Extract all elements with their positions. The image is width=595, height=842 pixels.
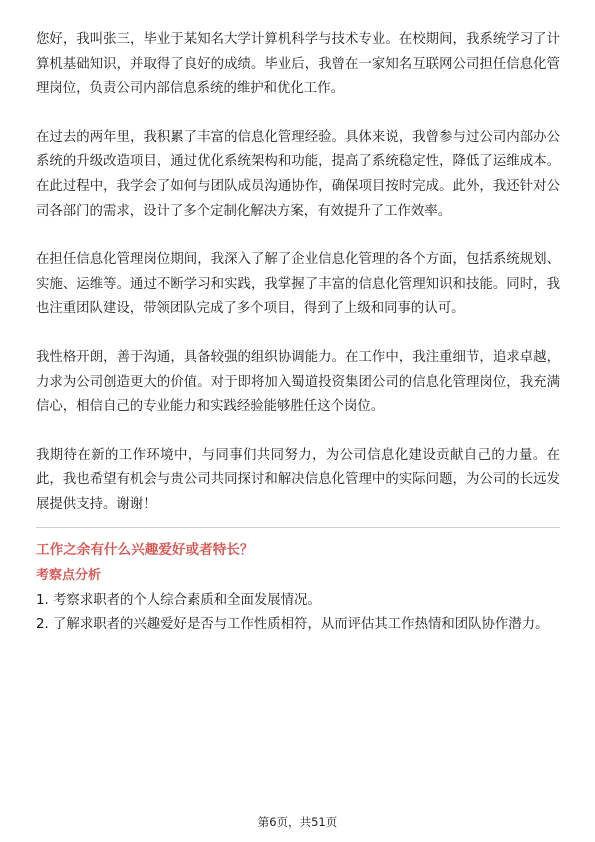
analysis-item: 2. 了解求职者的兴趣爱好是否与工作性质相符，从而评估其工作热情和团队协作潜力。 bbox=[36, 617, 549, 633]
analysis-heading: 考察点分析 bbox=[36, 567, 102, 583]
analysis-item: 1. 考察求职者的个人综合素质和全面发展情况。 bbox=[36, 592, 321, 608]
paragraph-gap bbox=[36, 420, 560, 444]
paragraph-gap bbox=[36, 322, 560, 346]
page-number-footer: 第6页，共51页 bbox=[257, 815, 338, 829]
paragraph-closing: 我期待在新的工作环境中，与同事们共同努力，为公司信息化建设贡献自己的力量。在此，我也希望有机会与贵公司共同探讨和解决信息化管理中的实际问题，为公司的长远发展提供支持。谢谢！ bbox=[36, 447, 560, 512]
paragraph-intro: 您好，我叫张三，毕业于某知名大学计算机科学与技术专业。在校期间，我系统学习了计算机基础知识，并取得了良好的成绩。毕业后，我曾在一家知名互联网公司担任信息化管理岗位，负责公司内部信息系统的维护和优化工作。 bbox=[36, 32, 560, 97]
paragraph-personality: 我性格开朗，善于沟通，具备较强的组织协调能力。在工作中，我注重细节，追求卓越，力求为公司创造更大的价值。对于即将加入蜀道投资集团公司的信息化管理岗位，我充满信心，相信自己的专业能力和实践经验能够胜任这个岗位。 bbox=[36, 349, 560, 415]
paragraph-role: 在担任信息化管理岗位期间，我深入了解了企业信息化管理的各个方面，包括系统规划、实施、运维等。通过不断学习和实践，我掌握了丰富的信息化管理知识和技能。同时，我也注重团队建设，带领团队完成了多个项目，得到了上级和同事的认可。 bbox=[36, 252, 560, 317]
paragraph-experience: 在过去的两年里，我积累了丰富的信息化管理经验。具体来说，我曾参与过公司内部办公系统的升级改造项目，通过优化系统架构和功能，提高了系统稳定性，降低了运维成本。在此过程中，我学会了如何与团队成员沟通协作，确保项目按时完成。此外，我还针对公司各部门的需求，设计了多个定制化解决方案，有效提升了工作效率。 bbox=[36, 129, 560, 219]
question-heading: 工作之余有什么兴趣爱好或者特长？ bbox=[36, 541, 254, 558]
paragraph-gap bbox=[36, 102, 560, 126]
section-divider bbox=[36, 527, 560, 528]
page-content bbox=[36, 28, 560, 638]
paragraph-gap bbox=[36, 224, 560, 248]
